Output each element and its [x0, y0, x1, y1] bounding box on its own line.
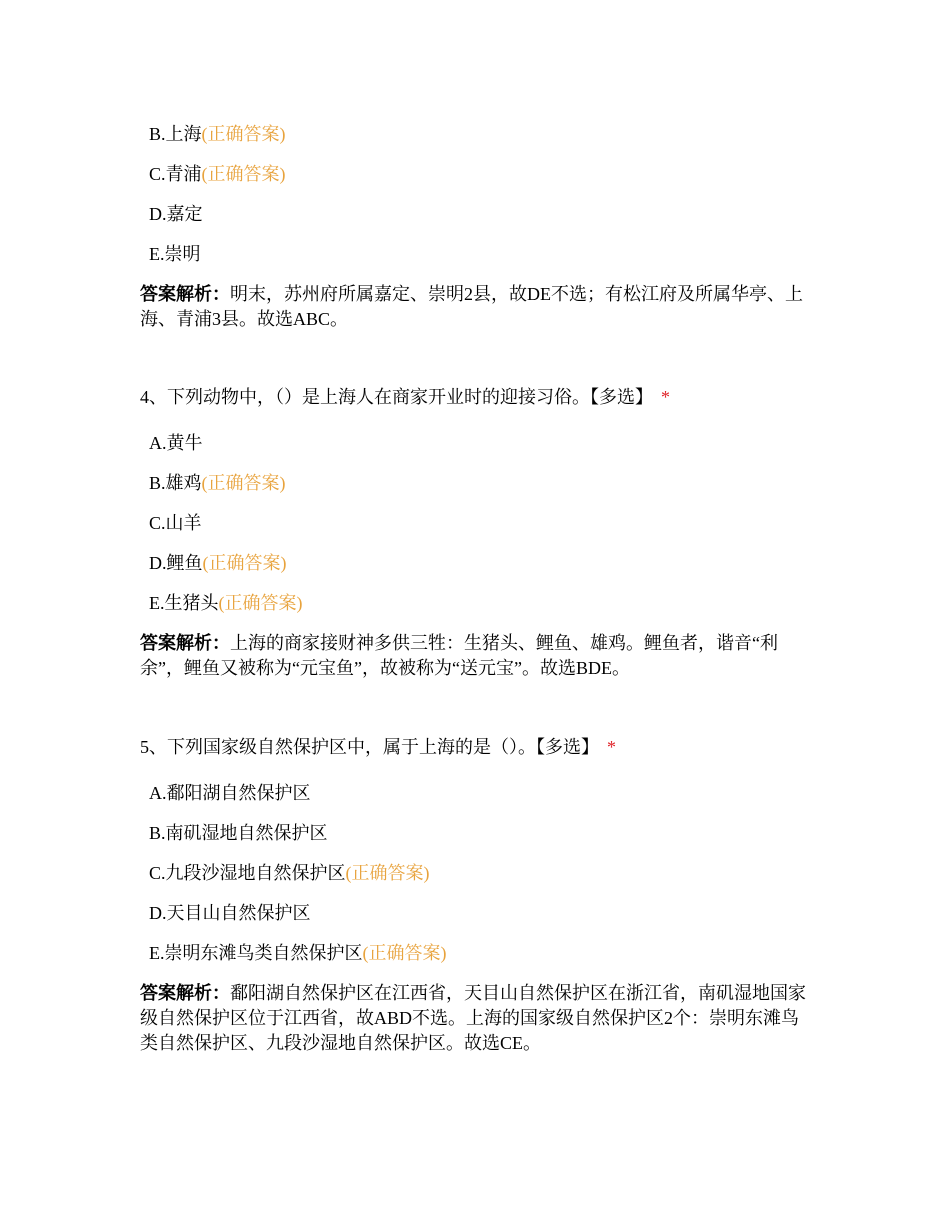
q4-analysis	[140, 631, 815, 681]
analysis-text: 明末，苏州府所属嘉定、崇明2县，故DE不选；有松江府及所属华亭、上海、青浦3县。故选ABC。	[140, 284, 803, 329]
q3-option-b	[149, 122, 286, 146]
correct-answer-marker: (正确答案)	[202, 553, 287, 573]
q4-option-c	[149, 511, 202, 535]
correct-answer-marker: (正确答案)	[218, 593, 303, 613]
required-mark: *	[607, 737, 616, 757]
option-label: D.鲤鱼	[149, 553, 203, 573]
option-label: B.南矶湿地自然保护区	[149, 823, 328, 843]
option-label: D.嘉定	[149, 204, 203, 224]
option-label: E.崇明东滩鸟类自然保护区	[149, 943, 363, 963]
analysis-text: 上海的商家接财神多供三牲：生猪头、鲤鱼、雄鸡。鲤鱼者，谐音“利余”，鲤鱼又被称为“元宝鱼”，故被称为“送元宝”。故选BDE。	[140, 633, 778, 678]
option-label: C.青浦	[149, 164, 202, 184]
q5-option-e	[149, 941, 447, 965]
option-label: B.雄鸡	[149, 473, 202, 493]
q4-option-b	[149, 471, 286, 495]
option-label: D.天目山自然保护区	[149, 903, 311, 923]
q3-option-c	[149, 162, 286, 186]
option-label: B.上海	[149, 124, 202, 144]
q5-option-c	[149, 861, 430, 885]
option-label: A.黄牛	[149, 433, 203, 453]
q4-option-d	[149, 551, 287, 575]
question-text: 4、下列动物中，（）是上海人在商家开业时的迎接习俗。【多选】	[140, 387, 653, 407]
q5-question	[140, 735, 616, 759]
required-mark: *	[661, 387, 670, 407]
q4-option-e	[149, 591, 303, 615]
correct-answer-marker: (正确答案)	[201, 473, 286, 493]
analysis-label: 答案解析：	[140, 284, 230, 304]
correct-answer-marker: (正确答案)	[201, 124, 286, 144]
option-label: A.鄱阳湖自然保护区	[149, 783, 311, 803]
analysis-text: 鄱阳湖自然保护区在江西省，天目山自然保护区在浙江省，南矶湿地国家级自然保护区位于江西省，故ABD不选。上海的国家级自然保护区2个：崇明东滩鸟类自然保护区、九段沙湿地自然保护区。故选CE。	[140, 983, 806, 1053]
option-label: C.九段沙湿地自然保护区	[149, 863, 346, 883]
correct-answer-marker: (正确答案)	[362, 943, 447, 963]
option-label: E.崇明	[149, 244, 201, 264]
correct-answer-marker: (正确答案)	[201, 164, 286, 184]
correct-answer-marker: (正确答案)	[345, 863, 430, 883]
q4-question	[140, 385, 670, 409]
q3-option-d	[149, 202, 203, 226]
question-text: 5、下列国家级自然保护区中，属于上海的是（）。【多选】	[140, 737, 599, 757]
q3-analysis	[140, 282, 815, 332]
analysis-label: 答案解析：	[140, 983, 230, 1003]
q5-option-b	[149, 821, 328, 845]
q5-option-d	[149, 901, 311, 925]
option-label: C.山羊	[149, 513, 202, 533]
q4-option-a	[149, 431, 203, 455]
option-label: E.生猪头	[149, 593, 219, 613]
q5-option-a	[149, 781, 311, 805]
q5-analysis	[140, 981, 815, 1056]
q3-option-e	[149, 242, 201, 266]
analysis-label: 答案解析：	[140, 633, 230, 653]
